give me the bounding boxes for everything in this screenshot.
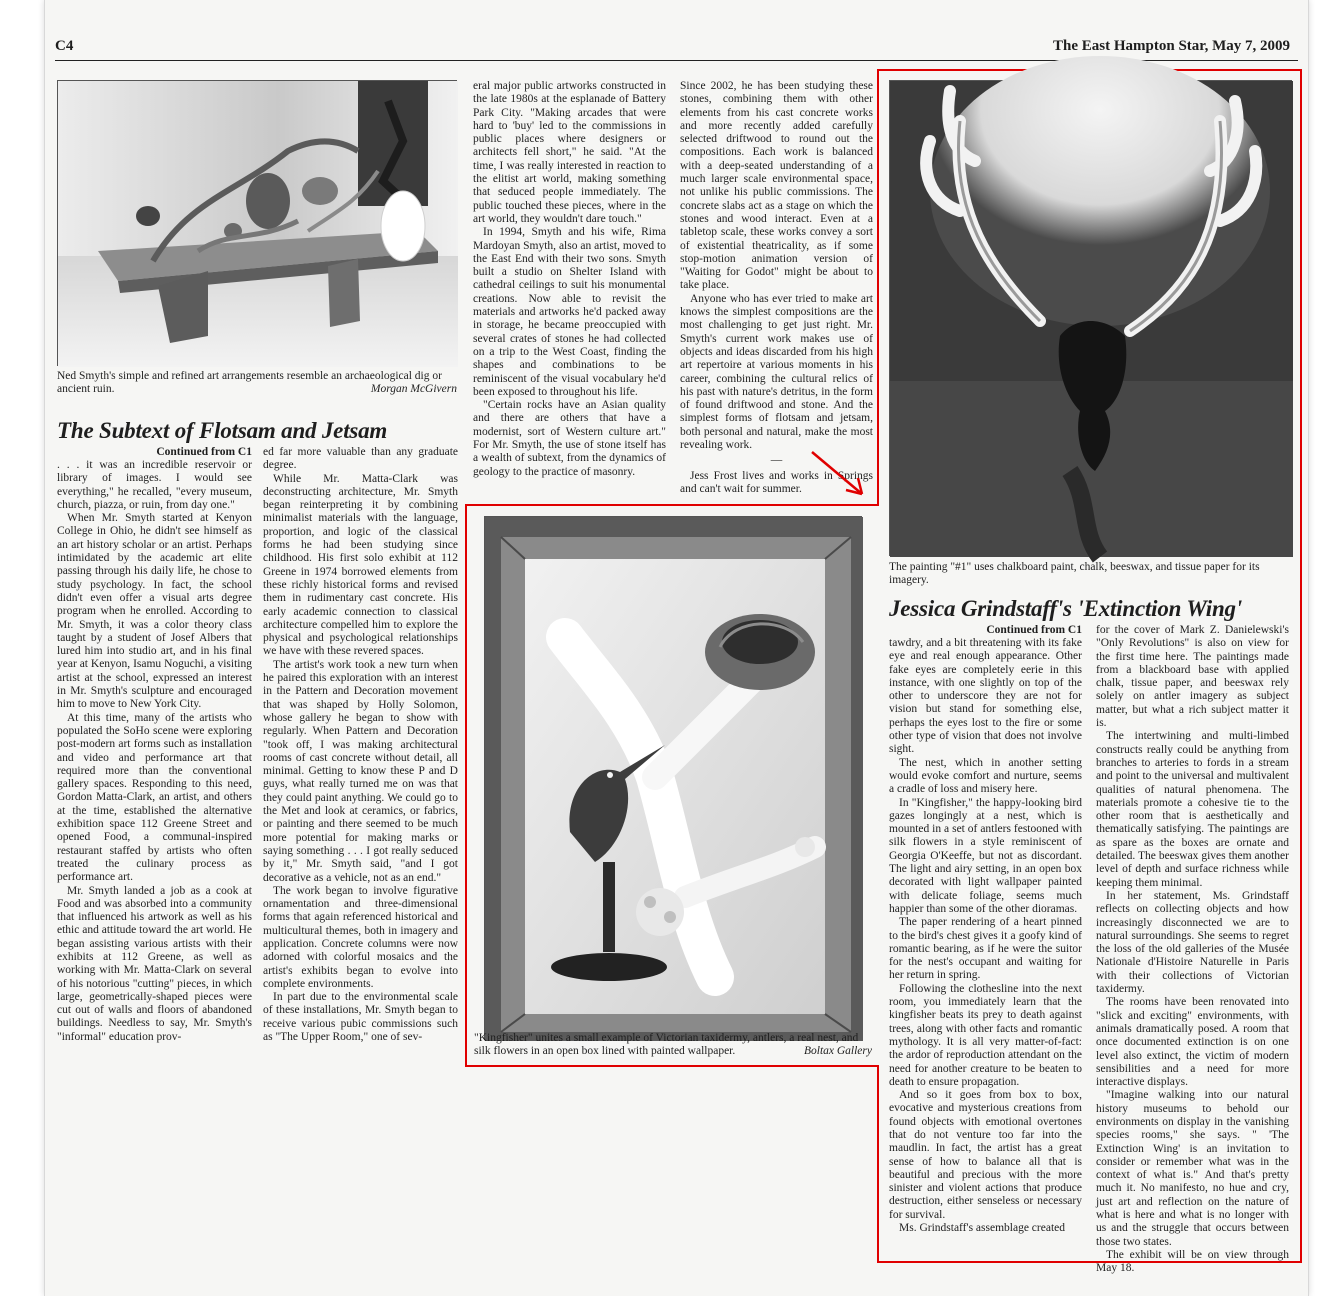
paragraph: The work began to involve figurative ornamentation and three-dimensional forms that again referenced historical and multicultural themes, both in imagery and application. Concrete columns were now adorned with colorful mosaics and the artist's exhibits began to evolve into complete environments.: [263, 884, 458, 990]
article1-column-1: [57, 446, 252, 1061]
section-dash: —: [770, 454, 783, 467]
paragraph: "Certain rocks have an Asian quality and there are others that have a modernist, sort of Western culture art." For Mr. Smyth, the use of stone itself has a wealth of subtext, from the dynamics of geology to the practice of masonry.: [473, 399, 666, 478]
paragraph: In "Kingfisher," the happy-looking bird gazes longingly at a nest, which is mounted in a set of antlers festooned with silk flowers in a style reminiscent of Georgia O'Keeffe, but not as discordant. The light and airy setting, in an open box decorated with light wallpaper painted with delicate foliage, seems much happier than some of the other dioramas.: [889, 796, 1082, 915]
sculpture-illustration: [58, 81, 458, 367]
continued-from-label: Continued from C1: [986, 624, 1082, 636]
paragraph: for the cover of Mark Z. Danielewski's "Only Revolutions" is also on view for the first time here. The paintings made from a blackboard base with applied chalk, tissue paper, and beeswax rely solely on antler imagery as subject matter, but what a rich subject matter it is.: [1096, 624, 1289, 730]
paragraph: The rooms have been renovated into "slick and exciting" environments, with animals dramatically posed. A room that once documented extinction is on one level also extinct, the victim of modern sensibilities and a need for more interactive displays.: [1096, 996, 1289, 1089]
paragraph: ed far more valuable than any graduate degree.: [263, 446, 458, 472]
article2-column-2: [1096, 624, 1289, 1275]
continued-from-label: Continued from C1: [156, 446, 252, 458]
paragraph: The nest, which in another setting would evoke comfort and nurture, seems a cradle of loss and misery here.: [889, 756, 1082, 796]
article1-column-2: [263, 446, 458, 1061]
paragraph: "Imagine walking into our natural history museums to behold our environments on display in the vanishing species rooms," she says. " 'The Extinction Wing' is an invitation to consider or remember what was in the context of what is." And that's pretty much it. No manifesto, no hue and cry, just art and reflection on the nature of what is here and what is no longer with us and the struggle that occurs between those two states.: [1096, 1089, 1289, 1248]
antler-painting-illustration: [890, 81, 1293, 557]
kingfisher-caption: [474, 1032, 872, 1058]
paragraph: When Mr. Smyth started at Kenyon College in Ohio, he didn't see himself as an art history scholar or an artist. Perhaps intimidated by the academic art elite passing through his daily life, he chose to study psychology. In fact, the school didn't even offer a visual arts degree program when he enrolled. According to Mr. Smyth, it was a color theory class taught by a student of Josef Albers that lured him into studio art, and in his final year at Kenyon, Isamu Noguchi, a visiting artist at the school, expressed an interest in Mr. Smyth's sculpture and encouraged him to move to New York City.: [57, 512, 252, 711]
paragraph: eral major public artworks constructed in the late 1980s at the esplanade of Battery Park City. "Making arcades that were hard to 'buy' led to the commissions in public places where designers or architects fell short," he said. "At the time, I was really interested in reaction to the elitist art world, making something that seduced people immediately. The public touched these pieces, where in the art world, they wouldn't dare touch.": [473, 80, 666, 225]
paragraph: The paper rendering of a heart pinned to the bird's chest gives it a goofy kind of romantic bearing, as if he were the suitor for the nest's occupant and waiting for her return in spring.: [889, 916, 1082, 982]
paragraph: In 1994, Smyth and his wife, Rima Mardoyan Smyth, also an artist, moved to the East End with their two sons. Smyth built a studio on Shelter Island with cathedral ceilings to suit his monumental creations. Now able to revisit the materials and artworks he'd packed away in storage, he became preoccupied with several crates of stones he had collected on a trip to the West Coast, finding the shapes and combinations to be reminiscent of the visual vocabulary he'd been exposed to throughout his life.: [473, 226, 666, 398]
paragraph: Anyone who has ever tried to make art knows the simplest compositions are the most challenging to get just right. Mr. Smyth's current work makes use of objects and ideas discarded from his high art repertoire at various moments in his career, combining the cultural relics of his past with nature's detritus, in the form of found driftwood and stone. And the simplest forms of flotsam and jetsam, both personal and natural, make the most revealing work.: [680, 292, 873, 452]
paragraph: At this time, many of the artists who populated the SoHo scene were exploring post-modern art forms such as installation and video and performance art that required more than the conventional gallery spaces. Responding to this need, Gordon Matta-Clark, an artist, and others at the time, established the alternative exhibition space 112 Greene Street and opened Food, a communal-inspired restaurant staffed by artists who often treated the culinary process as performance art.: [57, 711, 252, 884]
paragraph: . . . it was an incredible reservoir or library of images. I would see everything," he recalled, "every museum, church, piazza, or ruin, from day one.": [57, 459, 252, 511]
paragraph: tawdry, and a bit threatening with its fake eye and real enough appearance. Other fake eyes are completely eerie in this instance, with one slightly on top of the other to underscore they are not for vision but stand for something else, perhaps the eyes lost to the fire or some other type of vision that does not involve sight.: [889, 637, 1082, 756]
paragraph: Ms. Grindstaff's assemblage created: [899, 1222, 1066, 1235]
kingfisher-photo: [484, 516, 862, 1040]
smyth-sculpture-photo: [57, 80, 457, 366]
paragraph: The exhibit will be on view through May 18.: [1096, 1248, 1289, 1275]
page-number: C4: [55, 38, 74, 54]
paragraph: The artist's work took a new turn when he paired this exploration with an interest in the Pattern and Decoration movement that was shaped by Holly Solomon, whose gallery he began to show with regularly. When Pattern and Decoration "took off, I was making architectural rooms of cast concrete without detail, all minimal. Getting to know these P and D guys, what really turned me on was that they could paint anything. We could go to the Met and look at ceramics, or fabrics, or painting and there seemed to be much more potential for making marks or saying something . . . I got really seduced by it," Mr. Smyth said, "and I got decorative as a vehicle, not as an end.": [263, 658, 458, 884]
article2-headline: Jessica Grindstaff's 'Extinction Wing': [889, 596, 1243, 621]
paragraph: While Mr. Matta-Clark was deconstructing architecture, Mr. Smyth began reinterpreting it by combining minimalist materials with the language, proportion, and logic of the classical forms he had been studying since childhood. His first solo exhibit at 112 Greene in 1974 borrowed elements from these richly historical forms and revised them in rudimentary cast concrete. His early academic connection to classical architecture compelled him to explore the physical and psychological relationships we have with these revered spaces.: [263, 472, 458, 658]
antler-painting-photo: [889, 80, 1292, 556]
article1-column-3: [473, 80, 666, 495]
article1-column-4: [680, 80, 873, 495]
paragraph: Since 2002, he has been studying these stones, combining them with other elements from his cast concrete works and more recently added carefully selected driftwood to round out the compositions. Each work is balanced with a deep-seated understanding of a much larger scale environmental space, not unlike his public commissions. The concrete slabs act as a stage on which the stones and wood interact. Even at a tabletop scale, these works convey a sort of existential theatricality, as if some stop-motion animation version of "Waiting for Godot" might be about to take place.: [680, 80, 873, 292]
paragraph: Following the clothesline into the next room, you immediately learn that the kingfisher beats its prey to death against trees, along with other facts and romantic mythology. It is all very matter-of-fact: the ardor of reproduction attendant on the need for another creature to be beaten to death to ensure propagation.: [889, 982, 1082, 1088]
painting-caption: The painting "#1" uses chalkboard paint, chalk, beeswax, and tissue paper for its imagery.: [889, 561, 1260, 586]
caption-text: "Kingfisher" unites a small example of Victorian taxidermy, antlers, a real nest, and silk flowers in an open box lined with painted wallpaper.: [474, 1032, 859, 1057]
paragraph: And so it goes from box to box, evocative and mysterious creations from found objects with emotional overtones that do not venture too far into the maudlin. In fact, the artist has a great sense of how to balance all that is beautiful and precious with the more sinister and violent actions that produce destruction, either senseless or necessary for survival.: [889, 1089, 1082, 1221]
caption-text: Ned Smyth's simple and refined art arrangements resemble an archaeological dig or ancient ruin.: [57, 370, 442, 395]
author-signoff: Jess Frost lives and works in Springs and can't wait for summer.: [680, 469, 873, 495]
photo-credit: Morgan McGivern: [370, 383, 457, 395]
paragraph: In her statement, Ms. Grindstaff reflects on collecting objects and how increasingly disconnected we are to natural surroundings. She seems to regret the loss of the old galleries of the Musée Nationale d'Histoire Naturelle in Paris with their collections of Victorian taxidermy.: [1096, 889, 1289, 996]
photo-credit: Boltax Gallery: [803, 1045, 872, 1057]
paragraph: Mr. Smyth landed a job as a cook at Food and was absorbed into a community that influenced his artwork as well as his ethic and attitude toward the art world. He began assisting various artists with their exhibits at 112 Greene, as well as working with Mr. Matta-Clark on several of his notorious "cutting" pieces, in which large, geometrically-shaped pieces were cut out of walls and floors of abandoned buildings. Needless to say, Mr. Smyth's "informal" education prov-: [57, 884, 252, 1043]
paragraph: In part due to the environmental scale of these installations, Mr. Smyth began to receive various pubic commissions such as "The Upper Room," one of sev-: [263, 991, 458, 1044]
sculpture-photo-caption: [57, 370, 457, 396]
masthead-date: The East Hampton Star, May 7, 2009: [1053, 38, 1290, 54]
article1-headline: The Subtext of Flotsam and Jetsam: [57, 418, 388, 443]
paragraph: The intertwining and multi-limbed constructs really could be anything from branches to arteries to fords in a stream and point to the universal and multivalent qualities of natural phenomena. The materials promote a cohesive tie to the other room that is aesthetically and thematically satisfying. The paintings are as spare as the boxes are ornate and detailed. The beeswax gives them another level of depth and surface richness while keeping them minimal.: [1096, 730, 1289, 889]
kingfisher-illustration: [485, 517, 863, 1041]
article2-column-1: [889, 624, 1082, 1256]
